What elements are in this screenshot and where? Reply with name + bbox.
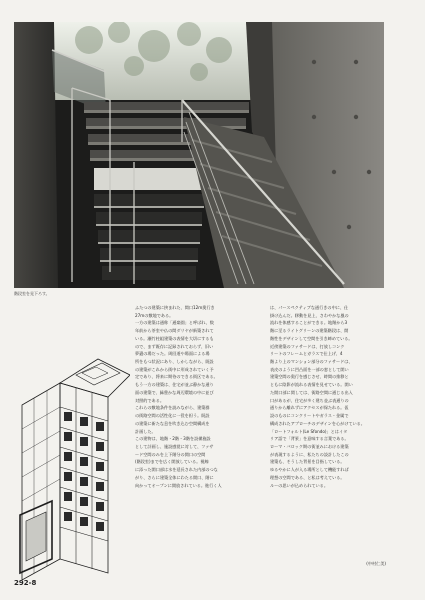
text-line: ともに陰影が流れる表情を見せている。開い	[270, 382, 353, 388]
text-line: の街路空間の活性化に一役を担う。既設	[135, 413, 210, 419]
text-line: 近傍建築のファサードは、打放しコンク	[270, 343, 345, 349]
text-line: 構成されたアプローチのデザインを心がけている。	[270, 420, 365, 426]
text-line: として計画し、施設感覚に対して、ファサ	[135, 443, 214, 449]
text-line: ローマ・バロック期の街並みにおける建築	[270, 443, 349, 449]
photo-caption: 階段室を見下ろす。	[14, 291, 50, 296]
text-line: ので、まず既存に記録されておらず、旧い	[135, 343, 214, 349]
text-line: 建築空間の奥行を感じさせ、時間の推移と	[270, 374, 349, 380]
text-line: (階段室)までを広く開放している。視線	[135, 459, 209, 465]
text-line: 定であり、将来に期待のできる街区である。	[135, 374, 218, 380]
text-line: 口があるが、住宅が多く建ち並ぶ表通りの	[270, 397, 349, 403]
text-line: 計画した。	[135, 428, 156, 434]
text-line: た開口部に関しては、街路空間に通じる出入	[270, 389, 353, 395]
text-line: 向かってオープンに開放されている。進行く人	[135, 482, 222, 488]
text-line: 27mの敷地である。	[135, 312, 174, 318]
text-line: 夢遺の場だった。周回道や場面による場	[135, 351, 210, 357]
text-line: 階より上のマンション部分のファサードは、	[270, 359, 353, 365]
text-line: がり、さらに建築全体にわたる開口、階に	[135, 474, 214, 480]
stairwell-photo	[14, 22, 384, 288]
text-line: の建築に新たな息を吹き込む空間構成を	[135, 420, 210, 426]
text-line: いる。瀬竹柱組建築の表情を大切にするも	[135, 335, 214, 341]
text-line: 年前から茶室や仏の間ダリヤが新築されて	[135, 328, 214, 334]
text-line: この建物は、地階・2階・3階を設備施設	[135, 436, 211, 442]
text-line: ード空間のみを上下階分の開口の空間	[135, 451, 206, 457]
text-line: が表現するように、私たちの設計したこの	[270, 451, 349, 457]
author-credit: (中村仁美)	[366, 561, 386, 566]
text-line: 階に至るライトグリーンの建築階段は、開	[270, 328, 349, 334]
text-line: の建築がこれから街中に形成されていく予	[135, 366, 214, 372]
text-line: 通りから離れずにアクセスが保たれる。仮	[270, 405, 349, 411]
text-line: ふたつの建築に挟まれた、間口12m奥行き	[135, 305, 215, 310]
text-line: リア語で「背景」を意味する言葉である。	[270, 436, 349, 442]
body-text-column-1	[135, 304, 257, 489]
text-line: リートのフレームとガラスで仕上げ、4	[270, 351, 343, 357]
text-line: 面の建築で、緑豊かな周辺環境の中に並び	[135, 389, 214, 395]
text-line: ルーの思いが込められている。	[270, 482, 328, 488]
text-line: に添った開口部は水を延長された内部のつな	[135, 467, 218, 473]
text-line: 所をもつ状況にあり、しかしながら、既設	[135, 359, 214, 365]
text-line: 掛け込んだ。移動を見上、さわやかな風の	[270, 312, 349, 318]
text-line: もう一方の建築は、住宅が並ぶ静かな通り	[135, 382, 214, 388]
text-line: 表皮のように凹凸面を一部の窓として開い	[270, 366, 349, 372]
text-line: 階性をデザインして空間を引き締めている。	[270, 335, 353, 341]
text-line: 流れを体感することができる。地階から3	[270, 320, 348, 326]
text-line: 建築も、そうした背景を目指している。	[270, 459, 345, 465]
text-line: 設のものにコンクリートやガラス・金属で	[270, 413, 349, 419]
text-line: これらの敷地条件を読みながら、建築群	[135, 405, 210, 411]
text-line: 一方の建築は通称「通楽園」と呼ばれ、数	[135, 320, 214, 326]
text-line: 理想の空間である、と私は考えている。	[270, 474, 345, 480]
text-line: 「ロートフォルト(Le Sfondo)」とはイタ	[270, 428, 348, 434]
text-line: 対照的である。	[135, 397, 164, 403]
text-line: は、パースペクティブな通行きの中に、仕	[270, 305, 349, 310]
text-line: ゆるやかに人が入る場所として機能すれば	[270, 467, 349, 473]
axonometric-drawing	[12, 345, 130, 580]
page-number: 292-8	[14, 579, 37, 587]
body-text-column-2	[270, 304, 392, 489]
